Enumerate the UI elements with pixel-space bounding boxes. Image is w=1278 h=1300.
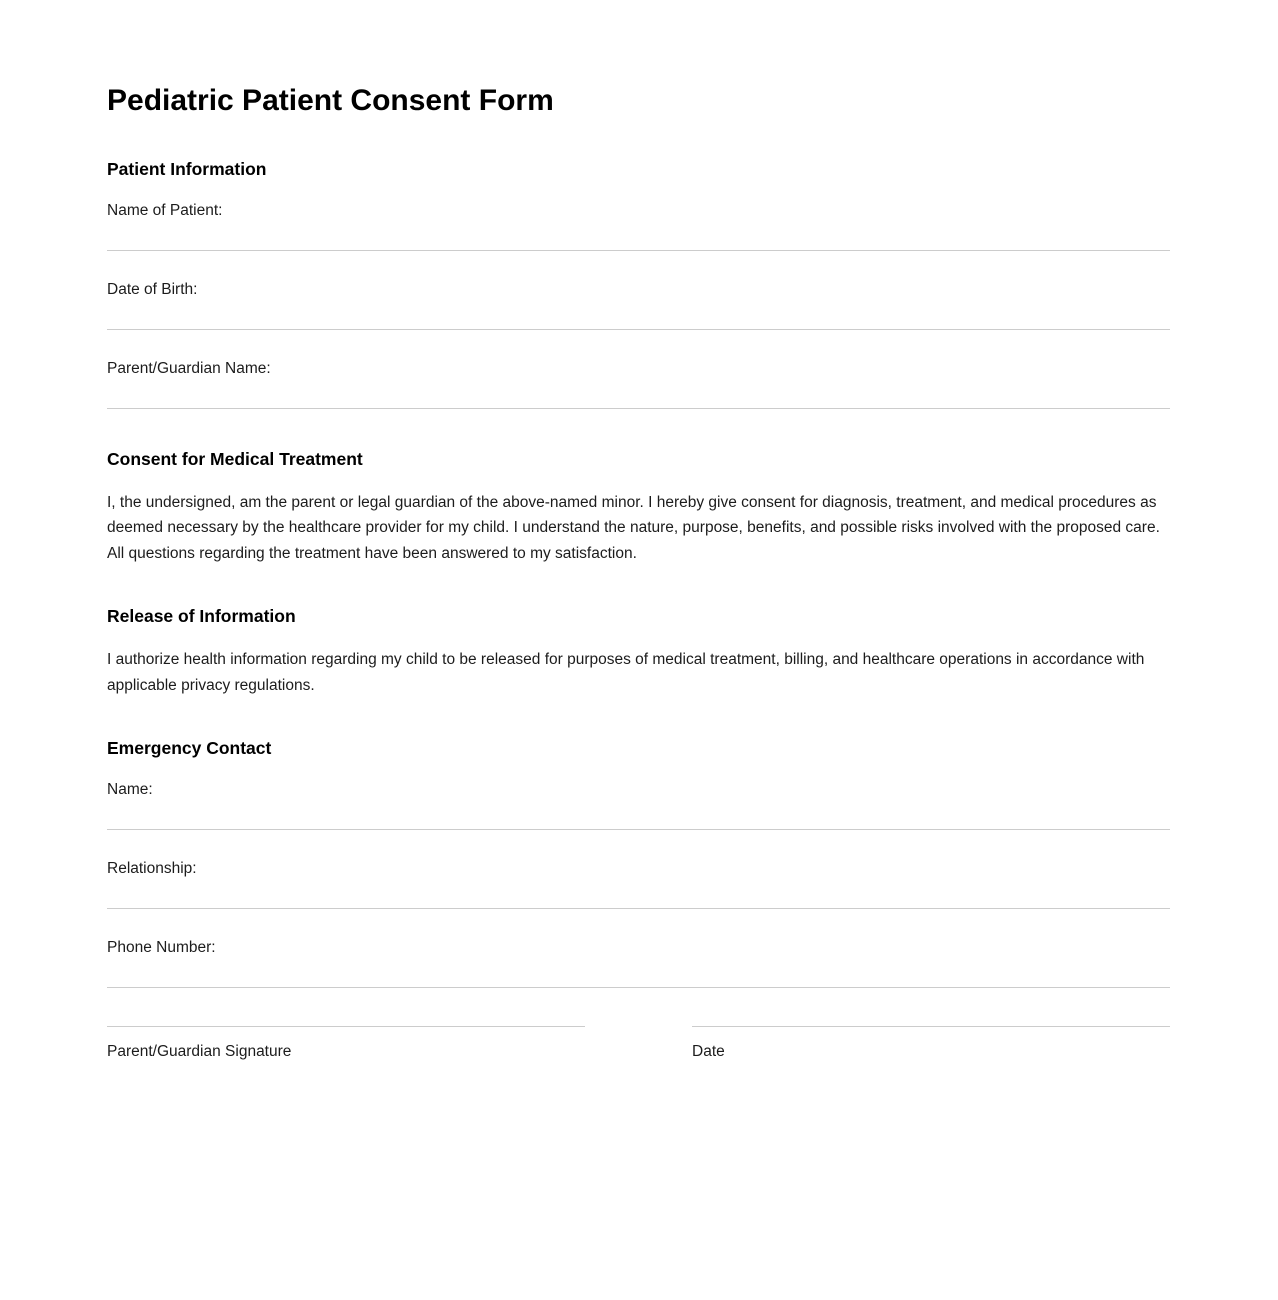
page-title: Pediatric Patient Consent Form bbox=[107, 84, 554, 117]
section-heading-release-of-information: Release of Information bbox=[107, 606, 296, 626]
field-name-of-patient bbox=[107, 200, 1170, 251]
emergency-phone-number-underline bbox=[107, 987, 1170, 988]
section-heading-emergency-contact: Emergency Contact bbox=[107, 738, 272, 758]
signature-row bbox=[107, 1026, 1170, 1063]
date-line bbox=[692, 1026, 1170, 1027]
parent-guardian-name-label: Parent/Guardian Name: bbox=[107, 359, 271, 377]
section-heading-consent-for-medical-treatment: Consent for Medical Treatment bbox=[107, 448, 363, 469]
field-emergency-name bbox=[107, 779, 1170, 830]
date-label: Date bbox=[692, 1043, 725, 1060]
field-date-of-birth bbox=[107, 279, 1170, 330]
field-parent-guardian-name bbox=[107, 358, 1170, 409]
emergency-name-underline bbox=[107, 829, 1170, 830]
signature-column bbox=[107, 1026, 585, 1063]
parent-guardian-name-underline bbox=[107, 408, 1170, 409]
date-of-birth-underline bbox=[107, 329, 1170, 330]
emergency-relationship-underline bbox=[107, 908, 1170, 909]
emergency-phone-number-label: Phone Number: bbox=[107, 939, 216, 956]
date-of-birth-label: Date of Birth: bbox=[107, 280, 198, 298]
name-of-patient-underline bbox=[107, 250, 1170, 251]
section-heading-patient-information: Patient Information bbox=[107, 158, 267, 179]
name-of-patient-label: Name of Patient: bbox=[107, 201, 223, 219]
signature-label: Parent/Guardian Signature bbox=[107, 1043, 292, 1060]
field-emergency-phone-number bbox=[107, 937, 1170, 988]
consent-paragraph: I, the undersigned, am the parent or legal guardian of the above-named minor. I hereby give consent for diagnosis, treatment, and medical procedures as deemed necessary by the healthcare provider for my child. I understand the nature, purpose, benefits, and possible risks involved with the proposed care. All questions regarding the treatment have been answered to my satisfaction. bbox=[107, 493, 1160, 562]
date-column bbox=[692, 1026, 1170, 1063]
signature-line bbox=[107, 1026, 585, 1027]
emergency-relationship-label: Relationship: bbox=[107, 860, 197, 877]
emergency-name-label: Name: bbox=[107, 781, 153, 798]
release-paragraph: I authorize health information regarding my child to be released for purposes of medical treatment, billing, and healthcare operations in accordance with applicable privacy regulations. bbox=[107, 651, 1145, 694]
field-emergency-relationship bbox=[107, 858, 1170, 909]
